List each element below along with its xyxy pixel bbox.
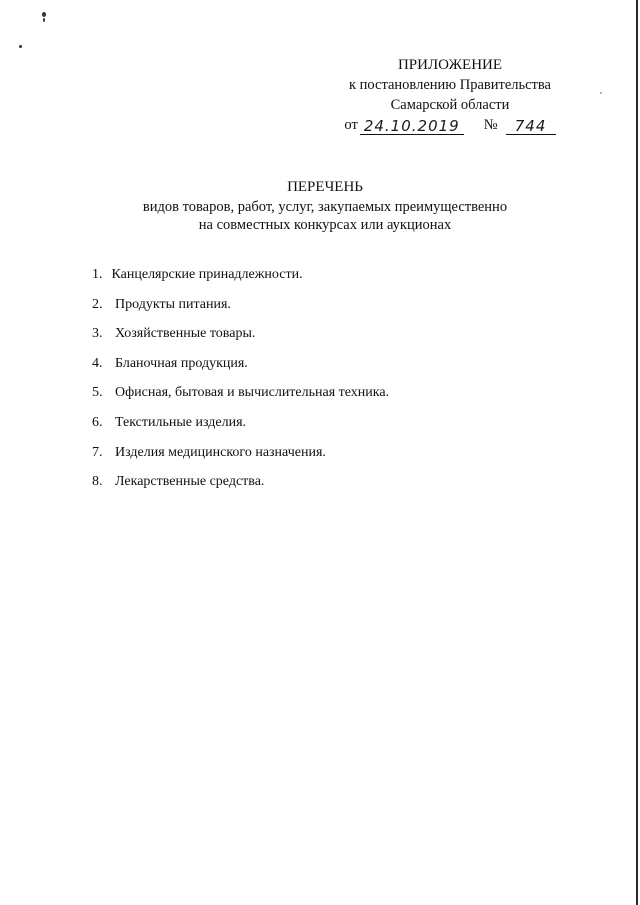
item-number: 8.	[92, 474, 103, 490]
item-text: Изделия медицинского назначения.	[115, 444, 326, 460]
item-text: Текстильные изделия.	[115, 414, 247, 430]
list-item	[92, 325, 592, 355]
number-sign: №	[483, 117, 498, 133]
item-number: 2.	[92, 296, 103, 312]
item-text: Лекарственные средства.	[115, 474, 265, 490]
list-item	[92, 355, 592, 385]
scan-speck	[43, 18, 45, 22]
item-number: 7.	[92, 444, 103, 460]
appendix-title: ПРИЛОЖЕНИЕ	[397, 57, 503, 73]
list-item	[92, 384, 592, 414]
appendix-header	[320, 55, 580, 135]
list-item	[92, 414, 592, 444]
item-text: Хозяйственные товары.	[115, 326, 256, 342]
list-item	[92, 444, 592, 474]
handwritten-number: 744	[506, 118, 556, 135]
list-item	[92, 296, 592, 326]
list-item	[92, 473, 592, 503]
list-heading	[80, 178, 570, 234]
item-text: Бланочная продукция.	[115, 355, 248, 371]
scan-speck	[19, 45, 22, 48]
handwritten-date: 24.10.2019	[360, 118, 464, 135]
scan-edge	[636, 0, 638, 905]
item-number: 5.	[92, 385, 103, 401]
appendix-date-line	[320, 115, 580, 135]
item-text: Офисная, бытовая и вычислительная техника.	[115, 385, 390, 401]
appendix-line-2: Самарской области	[390, 97, 510, 113]
item-text: Канцелярские принадлежности.	[111, 267, 303, 282]
appendix-line-1: к постановлению Правительства	[349, 77, 551, 93]
item-number: 3.	[92, 326, 103, 342]
item-number: 6.	[92, 414, 103, 430]
item-text: Продукты питания.	[115, 296, 231, 312]
list-item	[92, 266, 592, 296]
item-number: 1.	[92, 267, 103, 282]
scan-speck	[42, 12, 46, 17]
scan-speck	[600, 92, 602, 94]
heading-line-2: на совместных конкурсах или аукционах	[198, 217, 452, 233]
goods-list	[92, 266, 592, 503]
item-number: 4.	[92, 355, 103, 371]
heading-line-1: видов товаров, работ, услуг, закупаемых преимущественно	[142, 199, 508, 215]
date-prefix: от	[344, 117, 358, 133]
heading-title: ПЕРЕЧЕНЬ	[287, 179, 363, 195]
